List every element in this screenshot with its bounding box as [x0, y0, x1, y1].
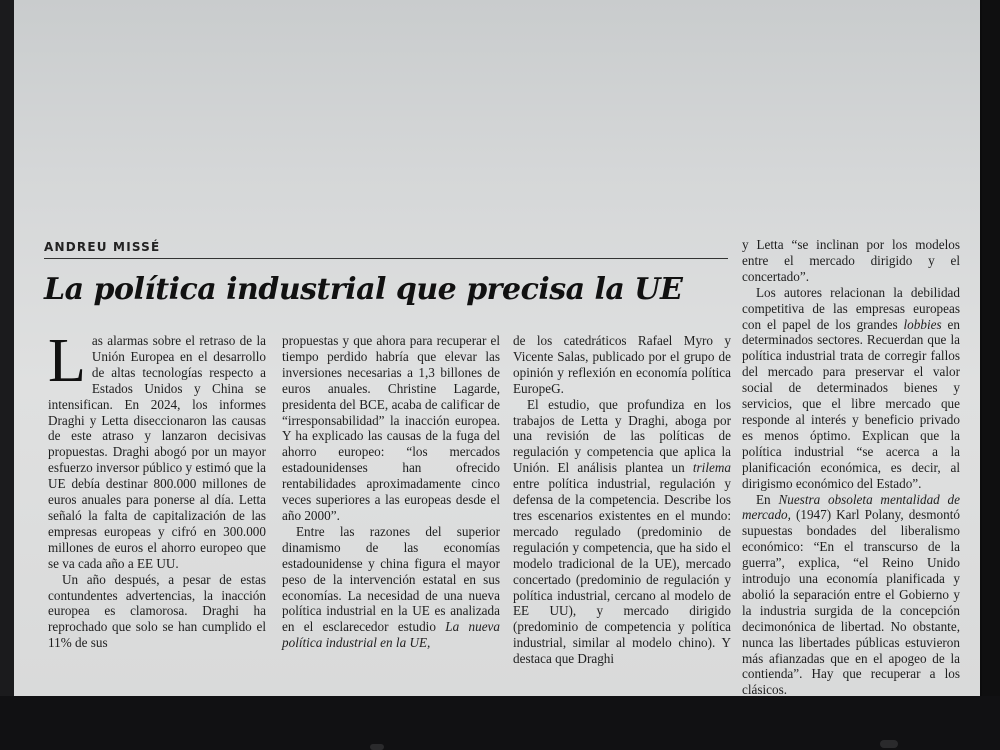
bezel-indicator — [370, 744, 384, 750]
article-column-4 — [742, 237, 960, 698]
paragraph: Entre las razones del superior dinamismo de las economías estadounidense y china figura el mayor peso de la intervención estatal en sus economías. La necesidad de una nueva política industrial en la UE es analizada en el esclarecedor estudio La nueva política industrial en la UE, — [282, 523, 500, 651]
paragraph: de los catedráticos Rafael Myro y Vicente Salas, publicado por el grupo de opinión y reflexión en economía política EuropeG. — [513, 333, 731, 396]
paragraph: Un año después, a pesar de estas contundentes advertencias, la inacción europea es clamorosa. Draghi ha reprochado que solo se han cumplido el 11% de sus — [48, 571, 266, 651]
bezel-indicator — [880, 740, 898, 748]
article-column-3 — [513, 333, 731, 667]
book-title: Nuestra obsoleta mentalidad de mercado, — [742, 491, 960, 523]
paragraph: y Letta “se inclinan por los modelos entre el mercado dirigido y el concertado”. — [742, 237, 960, 284]
author-byline: ANDREU MISSÉ — [44, 240, 161, 254]
drop-cap: L — [48, 327, 86, 395]
paragraph: Los autores relacionan la debilidad competitiva de las empresas europeas con el papel de los grandes lobbies en determinados sectores. Recuerdan que la política industrial trata de corregir fallos del mercado para preservar el valor social de determinados bienes y servicios, que el libre mercado que responde al interés y beneficio privado es menos óptimo. Explican que la política industrial “se acerca a la planificación económica, es decir, al dirigismo económico del Estado”. — [742, 284, 960, 491]
monitor-bezel-bottom — [0, 696, 1000, 750]
article-title: La política industrial que precisa la UE — [44, 272, 683, 307]
article-column-2 — [282, 333, 500, 651]
paragraph: propuestas y que ahora para recuperar el tiempo perdido habría que elevar las inversiones necesarias a 1,3 billones de euros anuales. Christine Lagarde, presidenta del BCE, acaba de calificar de “irresponsabilidad” la inacción europea. Y ha explicado las causas de la fuga del ahorro europeo: “los mercados estadounidenses han ofrecido rentabilidades aproximadamente cinco veces superiores a las europeas desde el año 2000”. — [282, 333, 500, 523]
book-title: La nueva política industrial en la UE, — [282, 619, 500, 651]
paragraph: El estudio, que profundiza en los trabajos de Letta y Draghi, aboga por una revisión de las políticas de regulación y competencia que aplica la Unión. El análisis plantea un trilema entre política industrial, regulación y defensa de la competencia. Describe los tres escenarios existentes en el mundo: mercado regulado (predominio de regulación y competencia, que ha sido el modelo tradicional de la UE), mercado concertado (predominio de regulación y política industrial, cercano al modelo de EE UU), y mercado dirigido (predominio de competencia y política industrial, similar al modelo chino). Y destaca que Draghi — [513, 396, 731, 667]
paragraph: En Nuestra obsoleta mentalidad de mercado, (1947) Karl Polany, desmontó supuestas bondades del liberalismo económico: “En el transcurso de la guerra”, explica, “el Reino Unido introdujo una economía planificada y abolió la separación entre el Gobierno y la industria surgida de la concepción decimonónica de libertad. No obstante, nunca las libertades públicas estuvieron más afianzadas que en el apogeo de la contienda”. Hay que recuperar a los clásicos. — [742, 491, 960, 698]
article-column-1 — [48, 327, 266, 651]
paragraph: Las alarmas sobre el retraso de la Unión Europea en el desarrollo de altas tecnologías respecto a Estados Unidos y China se intensifican. En 2024, los informes Draghi y Letta diseccionaron las causas de este atraso y lanzaron decisivas propuestas. Draghi abogó por un mayor esfuerzo inversor público y estimó que la UE debía destinar 800.000 millones de euros anuales para ponerse al día. Letta señaló la falta de capitalización de las empresas europeas y cifró en 300.000 millones de euros el ahorro europeo que se va cada año a EE UU. — [48, 327, 266, 571]
monitor-bezel-right — [982, 0, 1000, 750]
byline-divider — [44, 258, 728, 259]
